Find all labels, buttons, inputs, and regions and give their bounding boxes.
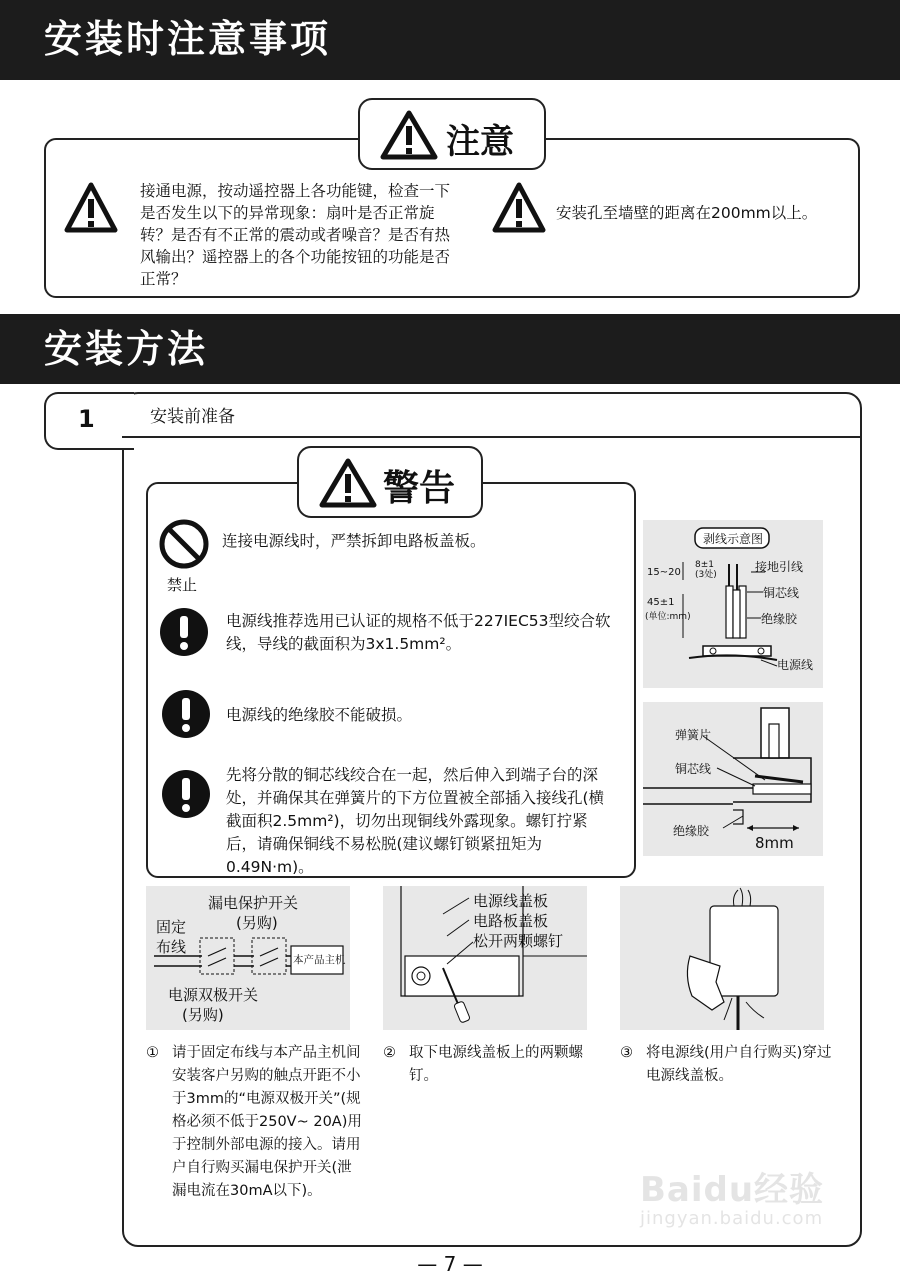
prohibit-label: 禁止 bbox=[167, 576, 198, 594]
label-double-pole-switch: 电源双极开关 bbox=[168, 986, 259, 1004]
caption-number: ② bbox=[383, 1045, 396, 1061]
warning-item-4: 先将分散的铜芯线绞合在一起，然后伸入到端子台的深处，并确保其在弹簧片的下方位置被全部插入接线孔(横截面积2.5mm²)，切勿出现铜线外露现象。螺钉拧紧后，请确保铜线不易松脱(建议螺钉锁紧扭矩为0.49N·m)。 bbox=[226, 766, 605, 876]
label-copper-core: 铜芯线 bbox=[763, 586, 800, 600]
wire-strip-diagram bbox=[643, 520, 823, 688]
warning-item-1: 连接电源线时，严禁拆卸电路板盖板。 bbox=[222, 532, 486, 550]
caption-text: 取下电源线盖板上的两颗螺钉。 bbox=[409, 1045, 583, 1084]
dim-label: 8±1 bbox=[695, 560, 714, 570]
label-insulation: 绝缘胶 bbox=[673, 824, 710, 838]
cover-removal-diagram bbox=[383, 886, 587, 1030]
dim-note: (单位:mm) bbox=[645, 612, 691, 622]
dim-8mm: 8mm bbox=[755, 834, 794, 852]
notice-left-text: 接通电源，按动遥控器上各功能键，检查一下是否发生以下的异常现象：扇叶是否正常旋转？是否有不正常的震动或者噪音？是否有热风输出？遥控器上的各个功能按钮的功能是否正常？ bbox=[140, 182, 451, 288]
label-fixed: 固定 bbox=[156, 918, 187, 936]
cable-threading-diagram bbox=[620, 886, 824, 1030]
section-header-precautions bbox=[0, 0, 900, 80]
terminal-diagram bbox=[643, 702, 823, 856]
dim-note: (3处) bbox=[695, 570, 717, 580]
label-wiring: 布线 bbox=[156, 938, 187, 956]
label-leakage-switch: 漏电保护开关 bbox=[208, 894, 299, 912]
section-title: 安装时注意事项 bbox=[44, 17, 332, 61]
warning-item-2: 电源线推荐选用已认证的规格不低于227IEC53型绞合软线，导线的截面积为3x1.5mm²。 bbox=[226, 612, 611, 653]
label-loosen-screws: 松开两颗螺钉 bbox=[473, 932, 564, 950]
mandatory-action-icon bbox=[160, 688, 212, 740]
label-double-pole-note: (另购) bbox=[182, 1006, 224, 1024]
label-power-cable: 电源线 bbox=[777, 658, 814, 672]
label-leakage-note: (另购) bbox=[236, 914, 278, 932]
notice-title: 注意 bbox=[446, 122, 514, 162]
caption-number: ① bbox=[146, 1045, 159, 1061]
step-title: 安装前准备 bbox=[150, 407, 235, 427]
notice-tab bbox=[358, 98, 546, 170]
terminal-drawing bbox=[643, 702, 823, 856]
caption-number: ③ bbox=[620, 1045, 633, 1061]
label-cable-cover: 电源线盖板 bbox=[473, 892, 549, 910]
label-ground-wire: 接地引线 bbox=[755, 560, 804, 574]
watermark-brand: Baidu经验 bbox=[640, 1170, 825, 1210]
cable-threading-drawing bbox=[620, 886, 824, 1030]
caption-text: 请于固定布线与本产品主机间安装客户另购的触点开距不小于3mm的“电源双极开关”(规格必须不低于250V~ 20A)用于控制外部电源的接入。请用户自行购买漏电保护开关(泄漏电流在30mA以下)。 bbox=[172, 1045, 362, 1199]
page-number: — 7 — bbox=[417, 1252, 483, 1276]
label-spring-plate: 弹簧片 bbox=[675, 728, 712, 742]
watermark-url: jingyan.baidu.com bbox=[640, 1208, 824, 1229]
warning-title: 警告 bbox=[383, 468, 456, 509]
label-board-cover: 电路板盖板 bbox=[473, 912, 549, 930]
dim-label: 15~20 bbox=[647, 567, 681, 578]
warning-tab bbox=[297, 446, 483, 518]
dim-label: 45±1 bbox=[647, 597, 675, 608]
caption-text: 将电源线(用户自行购买)穿过电源线盖板。 bbox=[646, 1045, 832, 1084]
step-number: 1 bbox=[78, 405, 95, 433]
baidu-watermark bbox=[640, 1162, 870, 1242]
step-divider bbox=[122, 436, 862, 438]
notice-right-text: 安装孔至墙壁的距离在200mm以上。 bbox=[556, 204, 818, 222]
warning-triangle-icon bbox=[64, 182, 118, 234]
label-insulation: 绝缘胶 bbox=[761, 612, 798, 626]
switch-wiring-diagram bbox=[146, 886, 350, 1030]
warning-triangle-icon bbox=[492, 182, 546, 234]
warning-triangle-icon bbox=[319, 458, 377, 508]
prohibit-icon bbox=[158, 518, 210, 570]
warning-triangle-icon bbox=[380, 110, 438, 160]
label-copper-core: 铜芯线 bbox=[675, 762, 712, 776]
mandatory-action-icon bbox=[160, 768, 212, 820]
section-title: 安装方法 bbox=[44, 327, 209, 371]
section-header-installation bbox=[0, 314, 900, 384]
warning-item-3: 电源线的绝缘胶不能破损。 bbox=[226, 706, 413, 724]
strip-diagram-title: 剥线示意图 bbox=[703, 532, 764, 546]
label-main-unit: 本产品主机 bbox=[293, 954, 346, 966]
mandatory-action-icon bbox=[158, 606, 210, 658]
